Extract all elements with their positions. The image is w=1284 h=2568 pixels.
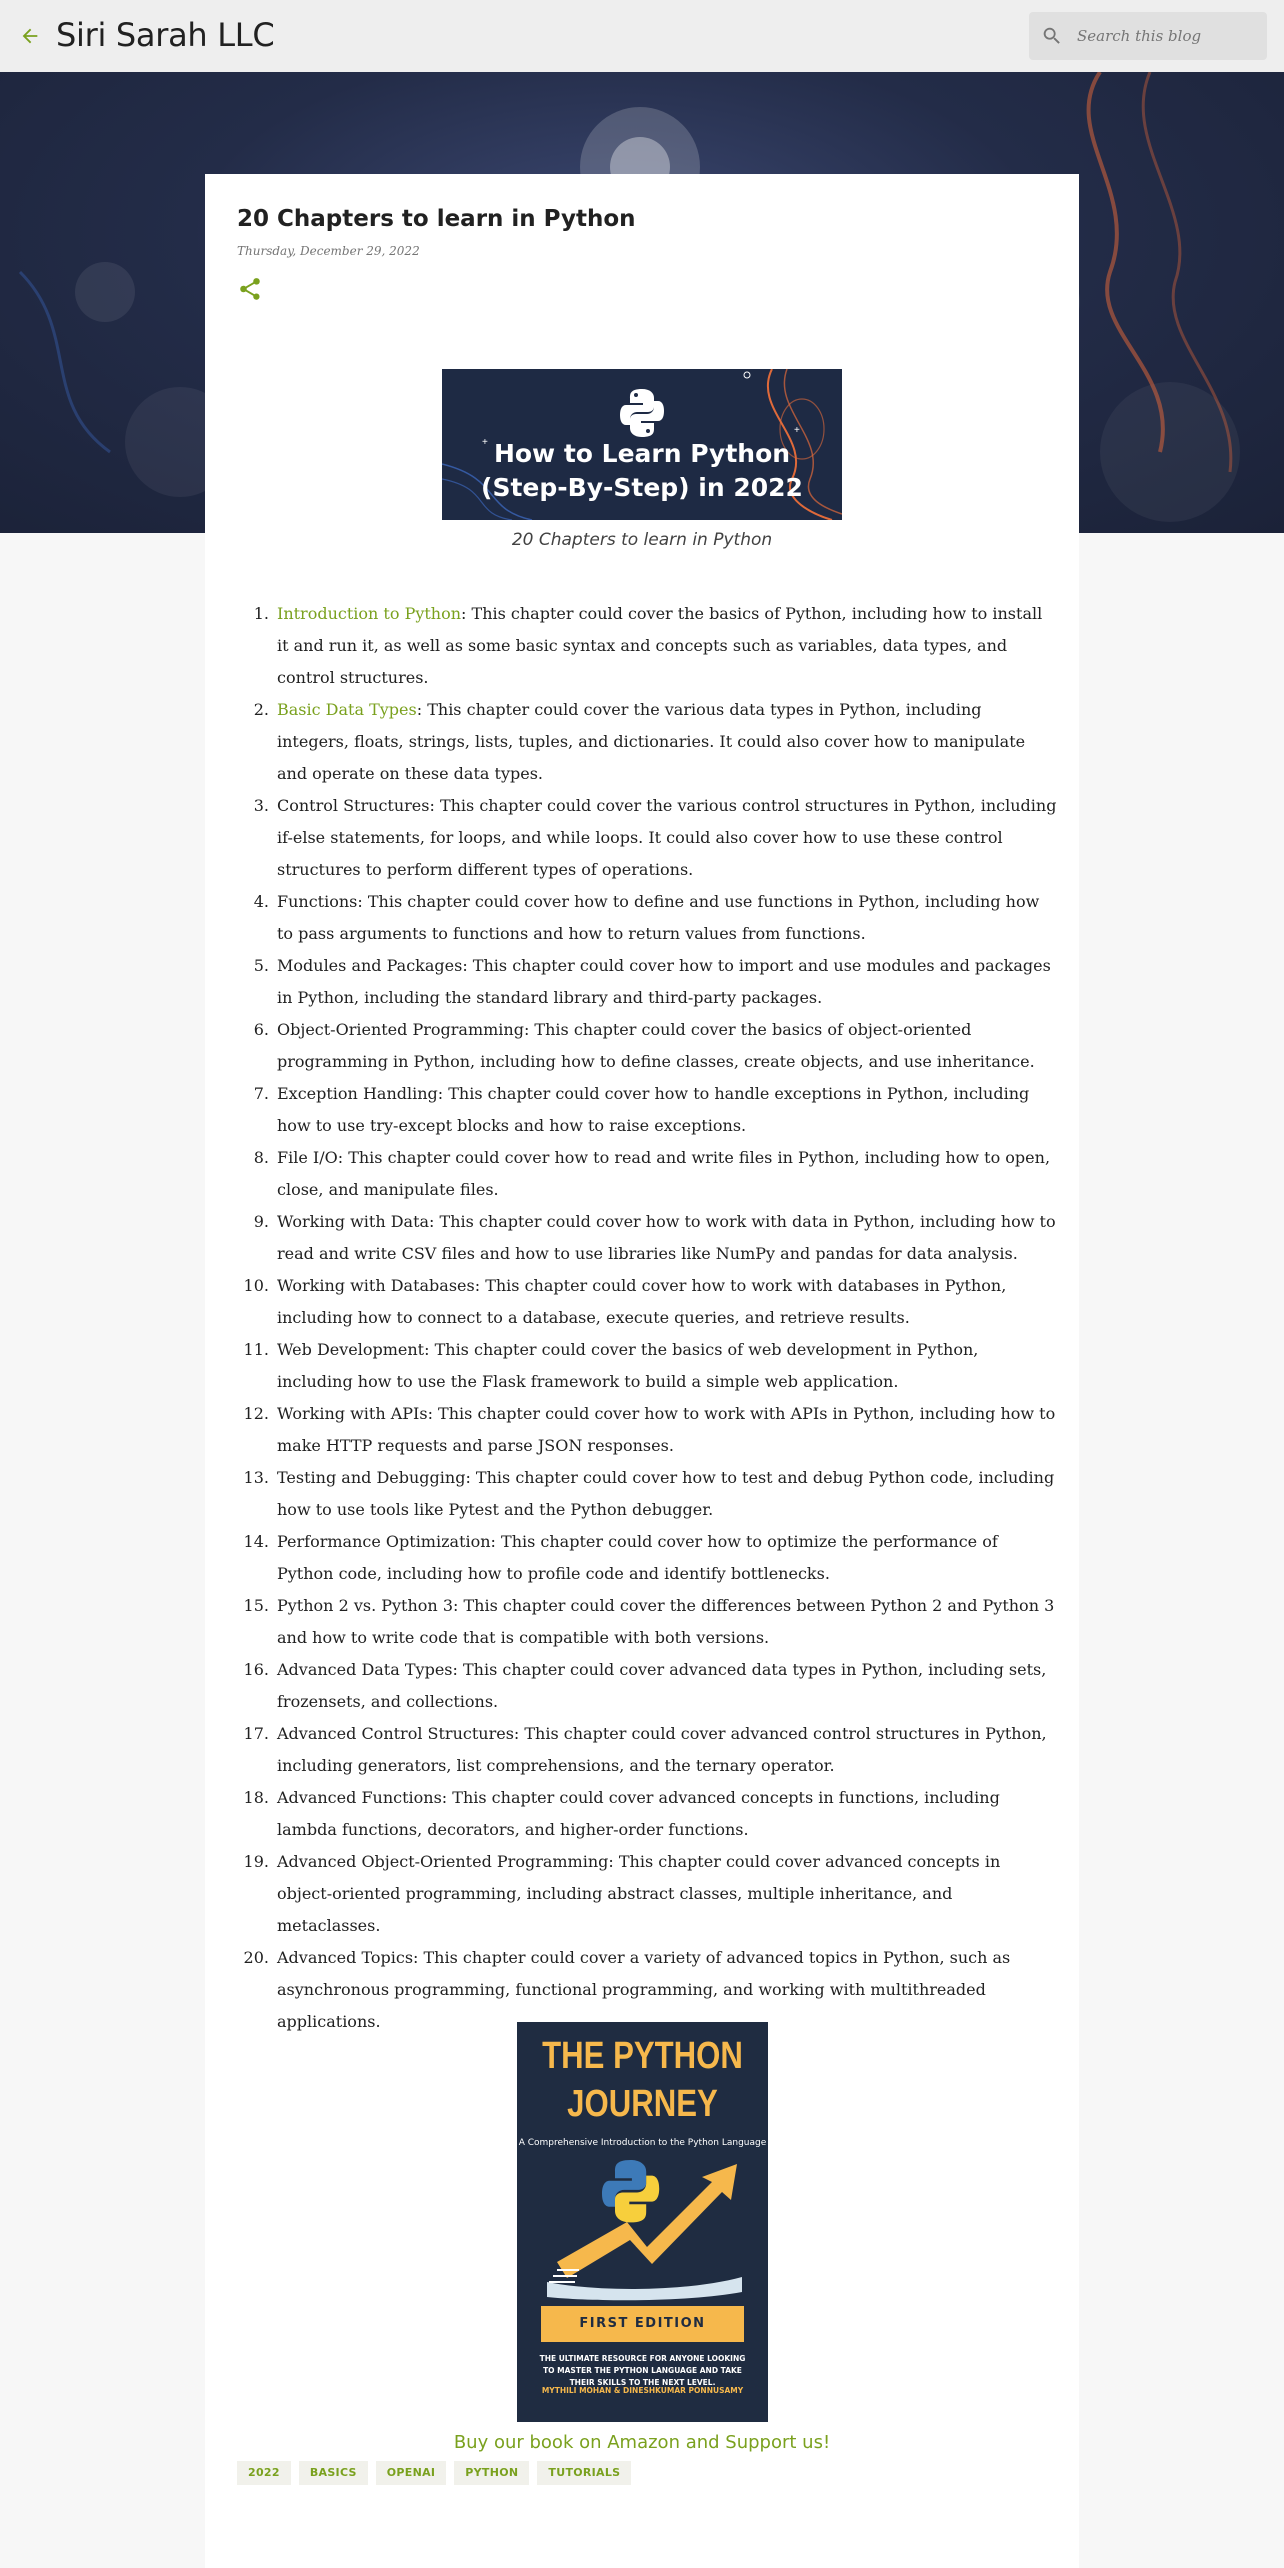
svg-text:+: + [794, 425, 800, 436]
chapter-number: 4. [253, 892, 269, 911]
search-icon[interactable] [1041, 25, 1063, 47]
featured-image-title-line1: How to Learn Python [493, 439, 791, 468]
chapters-list [237, 598, 1057, 2038]
chapter-item [237, 1142, 1057, 1206]
chapter-text: Object-Oriented Programming: This chapter could cover the basics of object-oriented programming in Python, including how to define classes, create objects, and use inheritance. [277, 1020, 1035, 1071]
chapter-item [237, 1782, 1057, 1846]
chapter-item [237, 1014, 1057, 1078]
chapter-item [237, 790, 1057, 886]
site-title[interactable]: Siri Sarah LLC [56, 16, 275, 54]
chapter-text: Testing and Debugging: This chapter could cover how to test and debug Python code, including how to use tools like Pytest and the Python debugger. [277, 1468, 1055, 1519]
chapter-item [237, 1078, 1057, 1142]
chapter-number: 9. [253, 1212, 269, 1231]
chapter-item [237, 1654, 1057, 1718]
chapter-item [237, 694, 1057, 790]
post-date[interactable]: Thursday, December 29, 2022 [237, 244, 420, 258]
book-cover-art [517, 2152, 768, 2312]
chapter-text: Modules and Packages: This chapter could cover how to import and use modules and packages in Python, including the standard library and third-party packages. [277, 956, 1051, 1007]
label-chip[interactable]: BASICS [299, 2461, 368, 2485]
chapter-item [237, 1846, 1057, 1942]
chapter-item [237, 886, 1057, 950]
chapter-number: 8. [253, 1148, 269, 1167]
book-edition-badge: FIRST EDITION [541, 2306, 744, 2342]
svg-text:+: + [482, 437, 488, 448]
chapter-text: Advanced Functions: This chapter could cover advanced concepts in functions, including lambda functions, decorators, and higher-order functions. [277, 1788, 1000, 1839]
chapter-item [237, 1590, 1057, 1654]
chapter-text: Advanced Control Structures: This chapter could cover advanced control structures in Python, including generators, list comprehensions, and the ternary operator. [277, 1724, 1047, 1775]
label-chip[interactable]: 2022 [237, 2461, 291, 2485]
back-button[interactable] [14, 20, 46, 52]
buy-book-link[interactable]: Buy our book on Amazon and Support us! [453, 2432, 831, 2453]
blog-header [0, 0, 1284, 72]
chapter-number: 15. [243, 1596, 269, 1615]
back-arrow-icon [19, 25, 41, 47]
chapter-text: Functions: This chapter could cover how to define and use functions in Python, including how to pass arguments to functions and how to return values from functions. [277, 892, 1040, 943]
chapter-number: 6. [253, 1020, 269, 1039]
chapter-link[interactable]: Basic Data Types [277, 700, 417, 719]
book-python-logo [602, 2160, 659, 2222]
chapter-text: Exception Handling: This chapter could cover how to handle exceptions in Python, including how to use try-except blocks and how to raise exceptions. [277, 1084, 1030, 1135]
chapter-text: : This chapter could cover the various data types in Python, including integers, floats, strings, lists, tuples, and dictionaries. It could also cover how to manipulate and operate on these data types. [277, 700, 1026, 783]
share-icon[interactable] [237, 276, 263, 302]
chapter-number: 11. [243, 1340, 269, 1359]
chapter-text: Performance Optimization: This chapter could cover how to optimize the performance of Python code, including how to profile code and identify bottlenecks. [277, 1532, 998, 1583]
chapter-number: 5. [253, 956, 269, 975]
chapter-text: Advanced Data Types: This chapter could cover advanced data types in Python, including sets, frozensets, and collections. [277, 1660, 1047, 1711]
chapter-item [237, 1334, 1057, 1398]
chapter-number: 7. [253, 1084, 269, 1103]
python-logo-icon [620, 389, 664, 437]
chapter-number: 10. [243, 1276, 269, 1295]
chapter-number: 16. [243, 1660, 269, 1679]
chapter-item [237, 1526, 1057, 1590]
post-card [205, 174, 1079, 2568]
label-chip[interactable]: TUTORIALS [537, 2461, 631, 2485]
chapter-number: 20. [243, 1948, 269, 1967]
image-caption: 20 Chapters to learn in Python [511, 530, 773, 550]
post-title[interactable]: 20 Chapters to learn in Python [237, 206, 636, 232]
chapter-number: 1. [253, 604, 269, 623]
chapter-item [237, 1270, 1057, 1334]
chapter-text: Advanced Topics: This chapter could cover a variety of advanced topics in Python, such as asynchronous programming, functional programming, and working with multithreaded applications. [277, 1948, 1011, 2031]
featured-image-title-line2: (Step-By-Step) in 2022 [481, 473, 803, 502]
chapter-text: Working with Data: This chapter could cover how to work with data in Python, including how to read and write CSV files and how to use libraries like NumPy and pandas for data analysis. [277, 1212, 1056, 1263]
label-chip[interactable]: OPENAI [376, 2461, 447, 2485]
search-input[interactable] [1077, 12, 1257, 60]
chapter-item [237, 950, 1057, 1014]
label-chip[interactable]: PYTHON [454, 2461, 529, 2485]
chapter-text: Python 2 vs. Python 3: This chapter could cover the differences between Python 2 and Python 3 and how to write code that is compatible with both versions. [277, 1596, 1055, 1647]
book-title [540, 2032, 746, 2128]
book-authors: MYTHILI MOHAN & DINESHKUMAR PONNUSAMY [541, 2386, 744, 2395]
chapter-item [237, 598, 1057, 694]
chapter-number: 19. [243, 1852, 269, 1871]
book-title-line2: JOURNEY [567, 2083, 718, 2125]
book-blurb: THE ULTIMATE RESOURCE FOR ANYONE LOOKING TO MASTER THE PYTHON LANGUAGE AND TAKE THEIR SKILLS TO THE NEXT LEVEL. [539, 2354, 746, 2387]
chapter-item [237, 1398, 1057, 1462]
search-box[interactable] [1029, 12, 1267, 60]
chapter-item [237, 1718, 1057, 1782]
chapter-item [237, 1462, 1057, 1526]
chapter-text: Control Structures: This chapter could cover the various control structures in Python, including if-else statements, for loops, and while loops. It could also cover how to use these control structures to perform different types of operations. [277, 796, 1057, 879]
chapter-number: 17. [243, 1724, 269, 1743]
chapter-text: Web Development: This chapter could cover the basics of web development in Python, including how to use the Flask framework to build a simple web application. [277, 1340, 979, 1391]
chapter-number: 14. [243, 1532, 269, 1551]
chapter-number: 18. [243, 1788, 269, 1807]
chapter-link[interactable]: Introduction to Python [277, 604, 462, 623]
chapter-text: : This chapter could cover the basics of Python, including how to install it and run it, as well as some basic syntax and concepts such as variables, data types, and control structures. [277, 604, 1043, 687]
chapter-text: Working with APIs: This chapter could cover how to work with APIs in Python, including how to make HTTP requests and parse JSON responses. [277, 1404, 1056, 1455]
chapter-text: Working with Databases: This chapter could cover how to work with databases in Python, including how to connect to a database, execute queries, and retrieve results. [277, 1276, 1007, 1327]
chapter-item [237, 1206, 1057, 1270]
chapter-number: 13. [243, 1468, 269, 1487]
post-labels [237, 2461, 631, 2485]
chapter-number: 12. [243, 1404, 269, 1423]
chapter-number: 3. [253, 796, 269, 815]
book-cover-image[interactable] [517, 2022, 768, 2422]
post-featured-image[interactable] [442, 369, 842, 520]
chapter-text: File I/O: This chapter could cover how to read and write files in Python, including how to open, close, and manipulate files. [277, 1148, 1051, 1199]
chapter-text: Advanced Object-Oriented Programming: This chapter could cover advanced concepts in object-oriented programming, including abstract classes, multiple inheritance, and metaclasses. [277, 1852, 1001, 1935]
book-subtitle: A Comprehensive Introduction to the Python Language [518, 2138, 767, 2148]
chapter-number: 2. [253, 700, 269, 719]
book-title-line1: THE PYTHON [542, 2035, 743, 2077]
